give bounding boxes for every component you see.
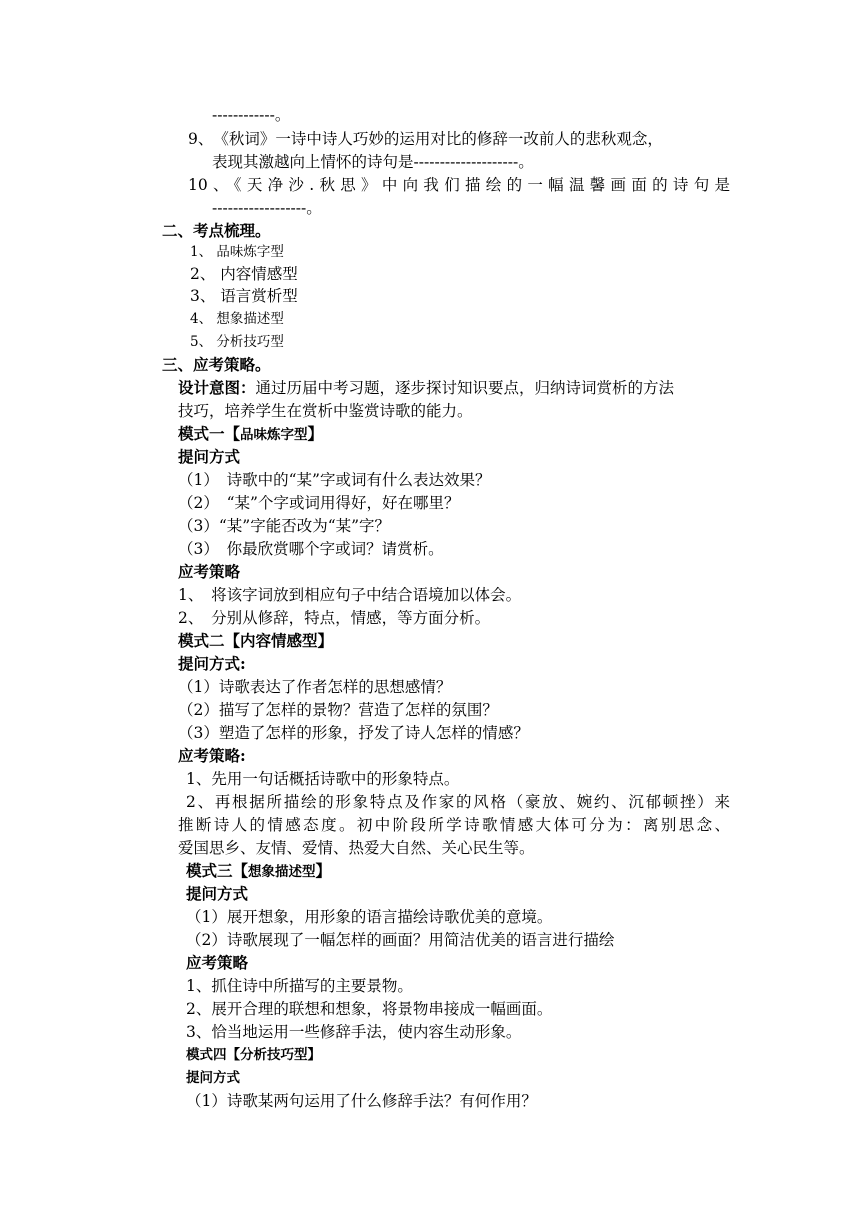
text-line: 1、先用一句话概括诗歌中的形象特点。: [186, 770, 460, 788]
text-line: （3）塑造了怎样的形象，抒发了诗人怎样的情感？: [178, 724, 529, 742]
list-item: 2、 内容情感型: [190, 265, 298, 283]
section-heading: 三、应考策略。: [162, 355, 271, 374]
text-line: 2、展开合理的联想和想象，将景物串接成一幅画面。: [186, 1000, 553, 1018]
list-item: 4、 想象描述型: [190, 311, 284, 327]
mode-label: 模式三【: [186, 861, 249, 880]
text-line: 10、《天净沙.秋思》中向我们描绘的一幅温馨画面的诗句是: [188, 176, 730, 194]
mode-heading: [178, 630, 333, 652]
sub-heading: 提问方式: [178, 447, 241, 466]
mode-heading: [186, 860, 331, 883]
mode-name: 想象描述型: [248, 864, 316, 880]
text-line: （3） 你最欣赏哪个字或词？请赏析。: [178, 540, 444, 558]
list-item: 1、 品味炼字型: [190, 244, 284, 260]
text-line: ------------。: [212, 106, 291, 124]
text-line: （3）“某”字能否改为“某”字？: [178, 517, 391, 535]
mode-heading: [178, 423, 323, 446]
sub-heading: 提问方式: [186, 1070, 240, 1086]
text-line: （1） 诗歌中的“某”字或词有什么表达效果？: [178, 471, 491, 489]
text-line: （1）诗歌某两句运用了什么修辞手法？有何作用？: [186, 1092, 537, 1110]
list-item: 5、 分析技巧型: [190, 334, 284, 350]
text-line: 推断诗人的情感态度。初中阶段所学诗歌情感大体可分为：离别思念、: [178, 816, 730, 834]
text-line: （2）诗歌展现了一幅怎样的画面？用简洁优美的语言进行描绘: [186, 931, 615, 949]
label: 设计意图：: [178, 378, 256, 397]
sub-heading: 应考策略: [186, 953, 249, 972]
text-line: 爱国思乡、友情、爱情、热爱大自然、关心民生等。: [178, 839, 535, 857]
mode-name: 内容情感型: [240, 631, 318, 650]
text-line: 2、 分别从修辞，特点，情感，等方面分析。: [178, 609, 491, 627]
text-line: 3、恰当地运用一些修辞手法，使内容生动形象。: [186, 1023, 522, 1041]
mode-label: 模式二【: [178, 631, 241, 650]
sub-heading: 应考策略: [178, 562, 241, 581]
text-line: （1）诗歌表达了作者怎样的思想感情？: [178, 678, 452, 696]
mode-name: 品味炼字型: [240, 427, 308, 443]
text-line: 技巧，培养学生在赏析中鉴赏诗歌的能力。: [178, 402, 473, 420]
sub-heading: 提问方式:: [178, 654, 246, 673]
list-item: 3、 语言赏析型: [190, 287, 298, 305]
mode-bracket: 】: [315, 861, 332, 880]
text-line: （2） “某”个字或词用得好，好在哪里？: [178, 494, 460, 512]
mode-heading: 模式四【分析技巧型】: [186, 1047, 321, 1063]
sub-heading: 提问方式: [186, 884, 249, 903]
text-line: 1、抓住诗中所描写的主要景物。: [186, 977, 413, 995]
text-line: 表现其激越向上情怀的诗句是--------------------。: [212, 153, 534, 171]
text-line: （2）描写了怎样的景物？营造了怎样的氛围？: [178, 701, 498, 719]
text-line: [178, 377, 674, 399]
section-heading: 二、考点梳理。: [162, 221, 271, 240]
text-line: ------------------。: [212, 199, 322, 217]
text-line: （1）展开想象，用形象的语言描绘诗歌优美的意境。: [186, 908, 553, 926]
sub-heading: 应考策略:: [178, 746, 246, 765]
mode-bracket: 】: [307, 424, 324, 443]
text-line: 9、 《秋词》一诗中诗人巧妙的运用对比的修辞一改前人的悲秋观念，: [188, 130, 663, 148]
text-line: 1、 将该字词放到相应句子中结合语境加以体会。: [178, 586, 522, 604]
mode-label: 模式一【: [178, 424, 241, 443]
text-line: 2、再根据所描绘的形象特点及作家的风格（豪放、婉约、沉郁顿挫）来: [186, 793, 730, 811]
text: 通过历届中考习题，逐步探讨知识要点，归纳诗词赏析的方法: [255, 379, 675, 397]
mode-bracket: 】: [317, 631, 334, 650]
